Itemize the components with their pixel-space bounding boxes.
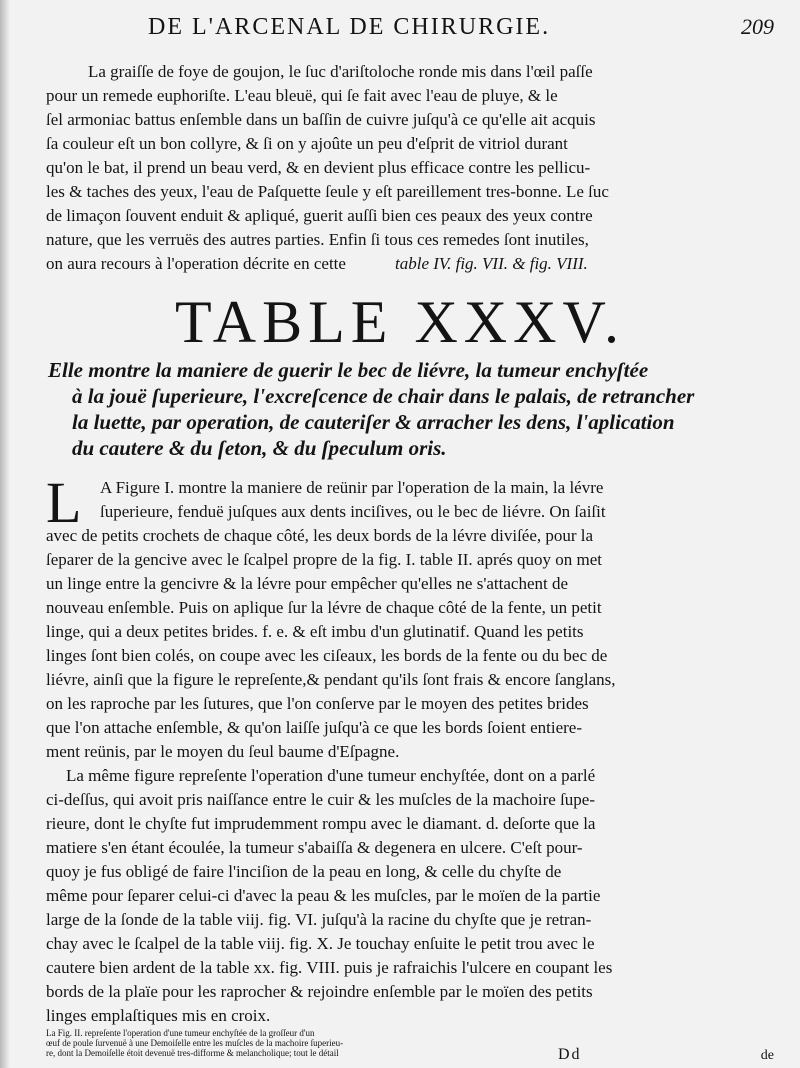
- signature-mark: Dd: [558, 1046, 582, 1063]
- text-line: re, dont la Demoiſelle étoit devenuë tres-difforme & melancholique; tout le détail: [46, 1048, 339, 1058]
- text-line-block: [46, 1028, 546, 1058]
- page-gutter-shadow: [0, 0, 10, 1068]
- table-heading: TABLE XXXV.: [174, 289, 626, 355]
- running-head: [0, 14, 800, 46]
- drop-cap: L: [46, 470, 82, 535]
- page-number: 209: [741, 14, 774, 39]
- figure-reference: table IV. fig. VII. & fig. VIII.: [395, 254, 588, 273]
- text-segment: on aura recours à l'operation décrite en cette: [46, 254, 346, 273]
- book-page: DE L'ARCENAL DE CHIRURGIE. 209 La graiſſe de foye de goujon, le ſuc d'ariſtoloche ronde mis dans l'œil paſſe pour un remede euphoriſte. L'eau bleuë, qui ſe fait avec l'eau de pluye, & le ſel armoniac battus enſemble dans un baſſin de cuivre juſqu'à ce qu'elle ait acquis ſa couleur eſt un bon collyre, & ſi on y ajoûte un peu d'eſprit de vitriol durant qu'on le bat, il prend un beau verd, & en devient plus efficace contre les pellicu- les & taches des yeux, l'eau de Paſquette ſeule y eſt pareillement tres-bonne. Le ſuc de limaçon ſouvent enduit & apliqué, guerit auſſi bien ces peaux des yeux contre nature, que les verruës des autres parties. Enfin ſi tous ces remedes ſont inutiles, on aura recours à l'operation décrite en cette table IV. fig. VII. & fig. VIII. TABLE XXXV. Elle montre la maniere de guerir le bec de liévre, la tumeur enchyſtée à la jouë ſuperieure, l'excreſcence de chair dans le palais, de retrancher la luette, par operation, de cauteriſer & arracher les dens, l'aplication du cautere & du ſeton, & du ſpeculum oris. L A Figure I. montre la maniere de reünir par l'operation de la main, la lévre ſuperieure, fenduë juſques aux dents inciſives, ou le bec de liévre. On ſaiſit avec de petits crochets de chaque côté, les deux bords de la lévre diviſée, pour la ſeparer de la gencive avec le ſcalpel propre de la fig. I. table II. aprés quoy on met un linge entre la gencivre & la lévre pour empêcher qu'elles ne s'attachent de nouveau enſemble. Puis on aplique ſur la lévre de chaque côté de la fente, un petit linge, qui a deux petites brides. f. e. & eſt imbu d'un glutinatif. Quand les petits linges ſont bien colés, on coupe avec les ciſeaux, les bords de la fente ou du bec de liévre, ainſi que la figure le repreſente,& pendant qu'ils ſont frais & encore ſanglans, on les raproche par les ſutures, que l'on conſerve par le moyen des petites brides que l'on attache enſemble, & qu'on laiſſe juſqu'à ce que les bords ſoient entiere- ment reünis, par le moyen du ſeul baume d'Eſpagne. La même figure repreſente l'operation d'une tumeur enchyſtée, dont on a parlé ci-deſſus, qui avoit pris naiſſance entre le cuir & les muſcles de la machoire ſupe- rieure, dont le chyſte fut imprudemment rompu avec le diamant. d. deſorte que la matiere s'en étant écoulée, la tumeur s'abaiſſa & degenera en ulcere. C'eſt pour- quoy je fus obligé de faire l'inciſion de la peau en long, & celle du chyſte de même pour ſeparer celui-ci d'avec la peau & les muſcles, par le moïen de la partie large de la ſonde de la table viij. fig. VI. juſqu'à la racine du chyſte que je retran- chay avec le ſcalpel de la table viij. fig. X. Je touchay enſuite le petit trou avec le cautere bien ardent de la table xx. fig. VIII. puis je rafraichis l'ulcere en coupant les bords de la plaïe pour les raprocher & rejoindre enſemble par le moïen des petits linges emplaſtiques mis en croix. Dd de La Fig. II. repreſente l'operation d'une tumeur enchyſtée de la groſſeur d'un œuf de poule ſurvenuë à une Demoiſelle entre les muſcles de la machoire ſuperieu- re, dont la Demoiſelle étoit devenuë tres-difforme & melancholique; tout le détail: [0, 0, 800, 1068]
- text-line: œuf de poule ſurvenuë à une Demoiſelle entre les muſcles de la machoire ſuperieu-: [46, 1038, 344, 1048]
- text-line: La Fig. II. repreſente l'operation d'une tumeur enchyſtée de la groſſeur d'un: [46, 1028, 315, 1038]
- running-title: DE L'ARCENAL DE CHIRURGIE.: [148, 14, 551, 40]
- catchword: de: [760, 1048, 774, 1063]
